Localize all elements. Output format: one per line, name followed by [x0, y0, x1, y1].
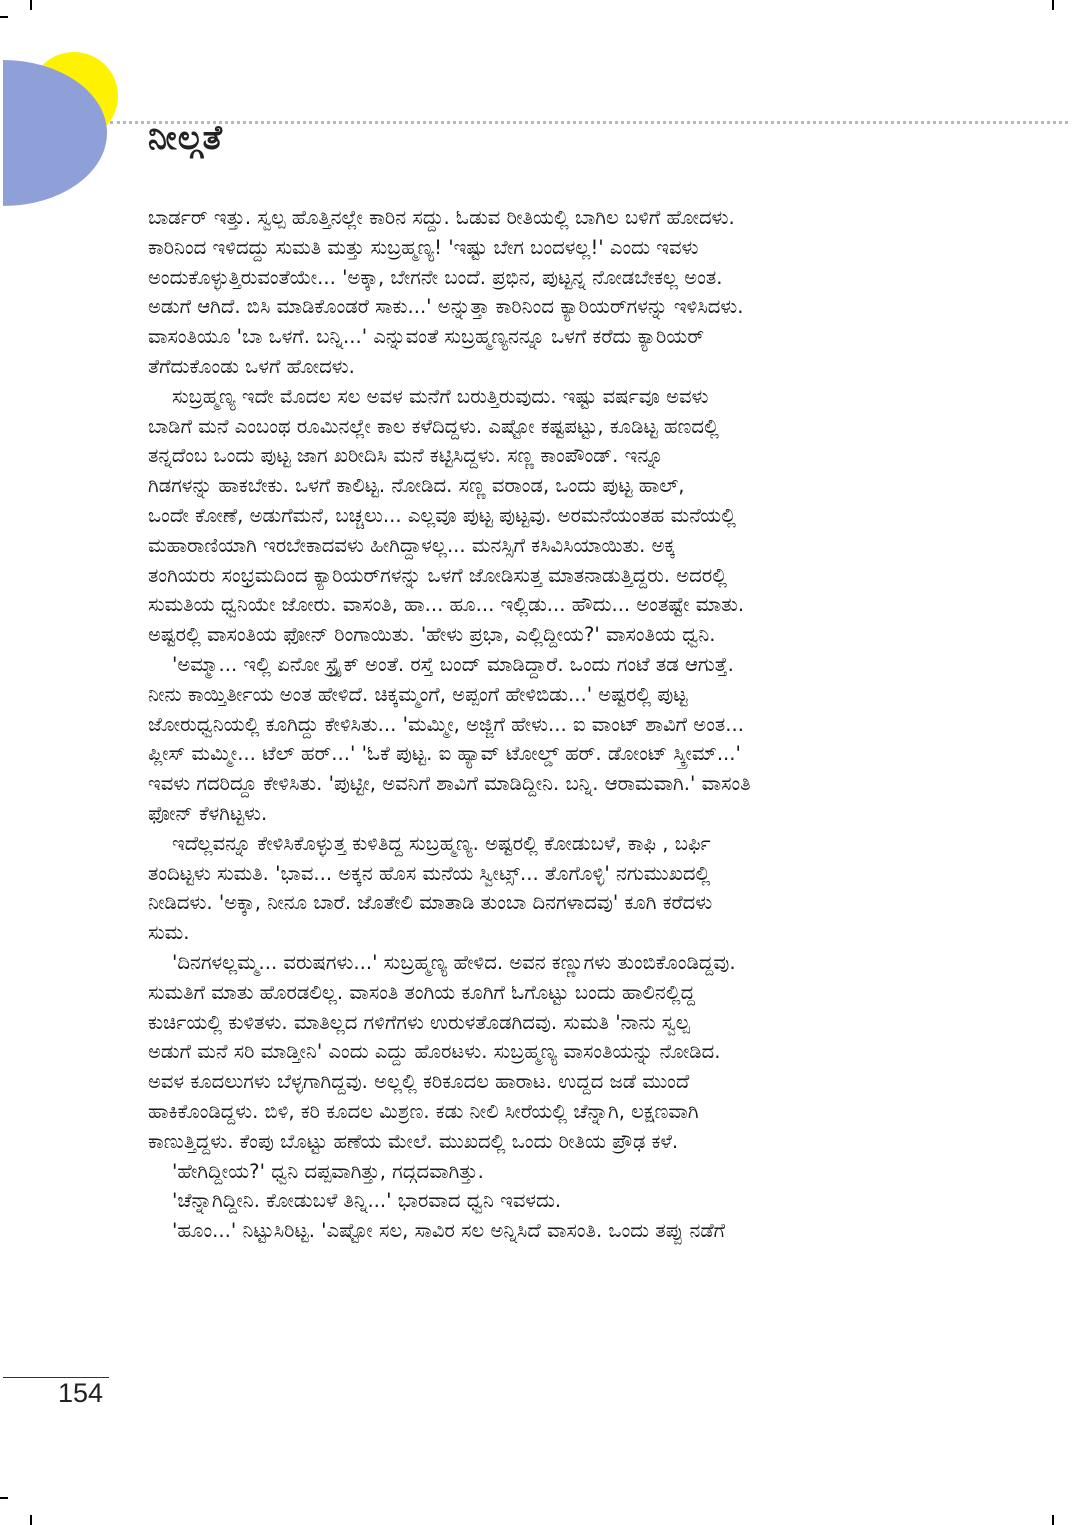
text-line: ಬಾಡಿಗೆ ಮನೆ ಎಂಬಂಥ ರೂಮಿನಲ್ಲೇ ಕಾಲ ಕಳೆದಿದ್ದಳು. ಎಷ್ಟೋ ಕಷ್ಟಪಟ್ಟು, ಕೂಡಿಟ್ಟ ಹಣದಲ್ಲಿ — [148, 414, 719, 438]
text-line: 'ಅಮ್ಮಾ... ಇಲ್ಲಿ ಏನೋ ಸ್ಟ್ರೈಕ್ ಅಂತೆ. ರಸ್ತೆ ಬಂದ್ ಮಾಡಿದ್ದಾರೆ. ಒಂದು ಗಂಟೆ ತಡ ಆಗುತ್ತೆ. — [172, 652, 734, 676]
text-line: ಅವಳ ಕೂದಲುಗಳು ಬೆಳ್ಳಗಾಗಿದ್ದವು. ಅಲ್ಲಲ್ಲಿ ಕರಿಕೂದಲ ಹಾರಾಟ. ಉದ್ದದ ಜಡೆ ಮುಂದೆ — [148, 1070, 690, 1094]
text-line: ಫೋನ್ ಕೆಳಗಿಟ್ಟಳು. — [148, 801, 268, 825]
text-line: ಅಡುಗೆ ಆಗಿದೆ. ಬಿಸಿ ಮಾಡಿಕೊಂಡರೆ ಸಾಕು...' ಅನ್ನುತ್ತಾ ಕಾರಿನಿಂದ ಕ್ಯಾರಿಯರ್‌ಗಳನ್ನು ಇಳಿಸಿದಳು. — [148, 295, 744, 319]
text-line: ತಂಗಿಯರು ಸಂಭ್ರಮದಿಂದ ಕ್ಯಾರಿಯರ್‌ಗಳನ್ನು ಒಳಗೆ ಜೋಡಿಸುತ್ತ ಮಾತನಾಡುತ್ತಿದ್ದರು. ಅದರಲ್ಲಿ — [148, 563, 728, 587]
crop-mark — [30, 0, 32, 10]
text-line: ಹಾಕಿಕೊಂಡಿದ್ದಳು. ಬಿಳಿ, ಕರಿ ಕೂದಲ ಮಿಶ್ರಣ. ಕಡು ನೀಲಿ ಸೀರೆಯಲ್ಲಿ ಚೆನ್ನಾಗಿ, ಲಕ್ಷಣವಾಗಿ — [148, 1099, 699, 1123]
crop-mark — [0, 1497, 8, 1499]
crop-mark — [30, 1515, 32, 1525]
crop-mark — [1052, 0, 1054, 10]
text-line: ಸುಬ್ರಹ್ಮಣ್ಯ ಇದೇ ಮೊದಲ ಸಲ ಅವಳ ಮನೆಗೆ ಬರುತ್ತಿರುವುದು. ಇಷ್ಟು ವರ್ಷವೂ ಅವಳು — [172, 384, 709, 408]
text-line: 'ದಿನಗಳಲ್ಲಮ್ಮ... ವರುಷಗಳು...' ಸುಬ್ರಹ್ಮಣ್ಯ ಹೇಳಿದ. ಅವನ ಕಣ್ಣುಗಳು ತುಂಬಿಕೊಂಡಿದ್ದವು. — [172, 950, 736, 974]
text-line: 'ಹೇಗಿದ್ದೀಯ?' ಧ್ವನಿ ದಪ್ಪವಾಗಿತ್ತು, ಗದ್ಗದವಾಗಿತ್ತು. — [172, 1159, 484, 1183]
text-line: ಒಂದೇ ಕೋಣೆ, ಅಡುಗೆಮನೆ, ಬಚ್ಚಲು... ಎಲ್ಲವೂ ಪುಟ್ಟ ಪುಟ್ಟವು. ಅರಮನೆಯಂತಹ ಮನೆಯಲ್ಲಿ — [148, 503, 737, 527]
text-line: ಅಷ್ಟರಲ್ಲಿ ವಾಸಂತಿಯ ಫೋನ್ ರಿಂಗಾಯಿತು. 'ಹೇಳು ಪ್ರಭಾ, ಎಲ್ಲಿದ್ದೀಯ?' ವಾಸಂತಿಯ ಧ್ವನಿ. — [148, 623, 716, 647]
text-line: ಜೋರುಧ್ವನಿಯಲ್ಲಿ ಕೂಗಿದ್ದು ಕೇಳಿಸಿತು... 'ಮಮ್ಮೀ, ಅಜ್ಜಿಗೆ ಹೇಳು... ಐ ವಾಂಟ್ ಶಾವಿಗೆ ಅಂತ... — [148, 712, 744, 736]
text-line: ಬಾರ್ಡರ್ ಇತ್ತು. ಸ್ವಲ್ಪ ಹೊತ್ತಿನಲ್ಲೇ ಕಾರಿನ ಸದ್ದು. ಓಡುವ ರೀತಿಯಲ್ಲಿ ಬಾಗಿಲ ಬಳಿಗೆ ಹೋದಳು. — [148, 206, 735, 229]
text-line: ಇದೆಲ್ಲವನ್ನೂ ಕೇಳಿಸಿಕೊಳ್ಳುತ್ತ ಕುಳಿತಿದ್ದ ಸುಬ್ರಹ್ಮಣ್ಯ. ಅಷ್ಟರಲ್ಲಿ ಕೋಡುಬಳೆ, ಕಾಫಿ , ಬರ್ಫಿ — [172, 831, 711, 855]
text-line: ಸುಮತಿಯ ಧ್ವನಿಯೇ ಜೋರು. ವಾಸಂತಿ, ಹಾ... ಹೂ... ಇಲ್ಲಿಡು... ಹೌದು... ಅಂತಷ್ಟೇ ಮಾತು. — [148, 593, 745, 617]
text-line: ಇವಳು ಗದರಿದ್ದೂ ಕೇಳಿಸಿತು. 'ಪುಟ್ಟೀ, ಅವನಿಗೆ ಶಾವಿಗೆ ಮಾಡಿದ್ದೀನಿ. ಬನ್ನಿ. ಆರಾಮವಾಗಿ.' ವಾಸಂತಿ — [148, 772, 751, 796]
text-line: ತಂದಿಟ್ಟಳು ಸುಮತಿ. 'ಭಾವ... ಅಕ್ಕನ ಹೊಸ ಮನೆಯ ಸ್ವೀಟ್ಸ್... ತೊಗೊಳ್ಳಿ' ನಗುಮುಖದಲ್ಲಿ — [148, 861, 711, 885]
text-line: ಸುಮತಿಗೆ ಮಾತು ಹೊರಡಲಿಲ್ಲ. ವಾಸಂತಿ ತಂಗಿಯ ಕೂಗಿಗೆ ಓಗೊಟ್ಟು ಬಂದು ಹಾಲಿನಲ್ಲಿದ್ದ — [148, 980, 696, 1004]
text-line: ಪ್ಲೀಸ್ ಮಮ್ಮೀ... ಟೆಲ್ ಹರ್...' 'ಓಕೆ ಪುಟ್ಟ. ಐ ಹ್ಯಾವ್ ಟೋಲ್ಡ್ ಹರ್. ಡೋಂಟ್ ಸ್ಕ್ರೀಮ್...' — [148, 742, 741, 766]
text-line: ಅಡುಗೆ ಮನೆ ಸರಿ ಮಾಡ್ತೀನಿ' ಎಂದು ಎದ್ದು ಹೊರಟಳು. ಸುಬ್ರಹ್ಮಣ್ಯ ವಾಸಂತಿಯನ್ನು ನೋಡಿದ. — [148, 1040, 721, 1064]
crop-mark — [1052, 1515, 1054, 1525]
page-number: 154 — [58, 1378, 104, 1408]
text-line: ಮಹಾರಾಣಿಯಾಗಿ ಇರಬೇಕಾದವಳು ಹೀಗಿದ್ದಾಳಲ್ಲ... ಮನಸ್ಸಿಗೆ ಕಸಿವಿಸಿಯಾಯಿತು. ಅಕ್ಕ — [148, 533, 676, 557]
text-line: ಕುರ್ಚಿಯಲ್ಲಿ ಕುಳಿತಳು. ಮಾತಿಲ್ಲದ ಗಳಿಗೆಗಳು ಉರುಳತೊಡಗಿದವು. ಸುಮತಿ 'ನಾನು ಸ್ವಲ್ಪ — [148, 1010, 690, 1034]
story-body — [148, 203, 948, 1246]
text-line: ತನ್ನದೆಂಬ ಒಂದು ಪುಟ್ಟ ಜಾಗ ಖರೀದಿಸಿ ಮನೆ ಕಟ್ಟಿಸಿದ್ದಳು. ಸಣ್ಣ ಕಾಂಪೌಂಡ್. ಇನ್ನೂ — [148, 444, 664, 468]
dotted-header-rule — [110, 121, 1068, 124]
text-line: ತೆಗೆದುಕೊಂಡು ಒಳಗೆ ಹೋದಳು. — [148, 354, 355, 378]
text-line: ನೀಡಿದಳು. 'ಅಕ್ಕಾ, ನೀನೂ ಬಾರೆ. ಜೊತೇಲಿ ಮಾತಾಡಿ ತುಂಬಾ ದಿನಗಳಾದವು' ಕೂಗಿ ಕರೆದಳು — [148, 891, 713, 915]
crop-mark — [0, 16, 8, 18]
text-line: ವಾಸಂತಿಯೂ 'ಬಾ ಒಳಗೆ. ಬನ್ನಿ...' ಎನ್ನುವಂತೆ ಸುಬ್ರಹ್ಮಣ್ಯನನ್ನೂ ಒಳಗೆ ಕರೆದು ಕ್ಯಾರಿಯರ್ — [148, 325, 705, 349]
chapter-title: ನೀಲ್ಗತೆ — [148, 118, 224, 158]
text-line: ಗಿಡಗಳನ್ನು ಹಾಕಬೇಕು. ಒಳಗೆ ಕಾಲಿಟ್ಟ. ನೋಡಿದ. ಸಣ್ಣ ವರಾಂಡ, ಒಂದು ಪುಟ್ಟ ಹಾಲ್, — [148, 474, 685, 498]
text-line: ಅಂದುಕೊಳ್ಳುತ್ತಿರುವಂತೆಯೇ... 'ಅಕ್ಕಾ, ಬೇಗನೇ ಬಂದೆ. ಪ್ರಭಿನ, ಪುಟ್ಟನ್ನ ನೋಡಬೇಕಲ್ಲ ಅಂತ. — [148, 265, 723, 289]
text-line: 'ಹೂಂ...' ನಿಟ್ಟುಸಿರಿಟ್ಟ. 'ಎಷ್ಟೋ ಸಲ, ಸಾವಿರ ಸಲ ಅನ್ನಿಸಿದೆ ವಾಸಂತಿ. ಒಂದು ತಪ್ಪು ನಡೆಗೆ — [172, 1219, 726, 1243]
text-line: ನೀನು ಕಾಯ್ತಿರ್ತೀಯ ಅಂತ ಹೇಳಿದೆ. ಚಿಕ್ಕಮ್ಮಂಗೆ, ಅಪ್ಪಂಗೆ ಹೇಳಿಬಿಡು...' ಅಷ್ಟರಲ್ಲಿ ಪುಟ್ಟ — [148, 682, 688, 706]
text-line: ಕಾಣುತ್ತಿದ್ದಳು. ಕೆಂಪು ಬೊಟ್ಟು ಹಣೆಯ ಮೇಲೆ. ಮುಖದಲ್ಲಿ ಒಂದು ರೀತಿಯ ಪ್ರೌಢ ಕಳೆ. — [148, 1129, 679, 1153]
text-line: ಸುಮ. — [148, 921, 190, 945]
text-line: 'ಚೆನ್ನಾಗಿದ್ದೀನಿ. ಕೋಡುಬಳೆ ತಿನ್ನಿ...' ಭಾರವಾದ ಧ್ವನಿ ಇವಳದು. — [172, 1189, 562, 1213]
text-line: ಕಾರಿನಿಂದ ಇಳಿದದ್ದು ಸುಮತಿ ಮತ್ತು ಸುಬ್ರಹ್ಮಣ್ಯ! 'ಇಷ್ಟು ಬೇಗ ಬಂದಳಲ್ಲ!' ಎಂದು ಇವಳು — [148, 235, 699, 259]
